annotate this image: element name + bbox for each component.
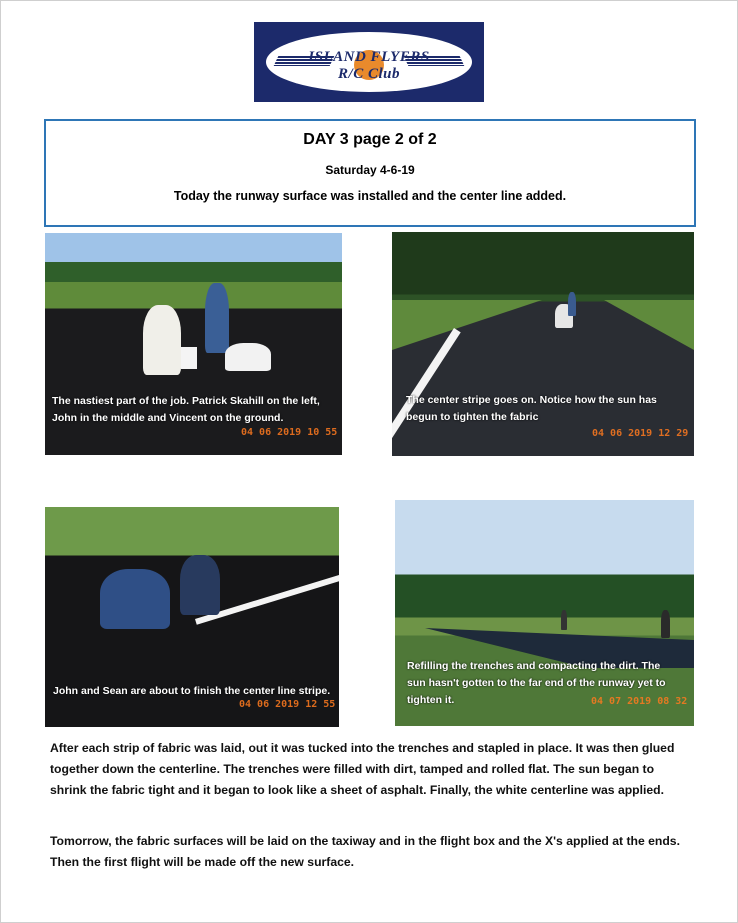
body-paragraph-1: After each strip of fabric was laid, out it was tucked into the trenches and stapled in place. It was then glued together down the centerline. The trenches were filled with dirt, tamped and rolled flat. The sun began to shrink the fabric tight and it began to look like a sheet of asphalt. Finally, the white centerline was applied. [50, 741, 675, 797]
photo1-caption-line2: John in the middle and Vincent on the ground. [52, 412, 284, 424]
person-figure [225, 343, 271, 371]
photo4-caption-line3: tighten it. [407, 694, 455, 706]
header-box [44, 119, 696, 227]
photo3-timestamp: 04 06 2019 12 55 [239, 699, 336, 710]
photo-refilling-trenches [395, 500, 694, 726]
person-figure [568, 292, 576, 316]
grass-left [392, 300, 542, 350]
page-title: DAY 3 page 2 of 2 [303, 131, 437, 148]
summary-line: Today the runway surface was installed and the center line added. [173, 189, 567, 203]
photo-john-sean-stripe [45, 507, 339, 727]
club-logo [254, 22, 484, 102]
person-figure [100, 569, 170, 629]
logo-text-line2: R/C Club [338, 66, 400, 82]
person-figure [205, 283, 229, 353]
photo2-timestamp: 04 06 2019 12 29 [592, 428, 689, 439]
person-figure [143, 305, 181, 375]
photo-patrick-john-vincent [45, 233, 342, 455]
photo-center-stripe [392, 232, 694, 456]
body-paragraph-2: Tomorrow, the fabric surfaces will be laid on the taxiway and in the flight box and the X's applied at the ends. Then the first flight will be made off the new surface. [50, 834, 680, 869]
photo2-caption-line2: begun to tighten the fabric [406, 411, 539, 423]
photo4-caption-line2: sun hasn't gotten to the far end of the runway yet to [407, 677, 666, 689]
photo4-caption-line1: Refilling the trenches and compacting the dirt. The [407, 660, 661, 672]
photo1-timestamp: 04 06 2019 10 55 [241, 427, 338, 438]
grass-right [604, 300, 694, 350]
date-line: Saturday 4-6-19 [325, 163, 415, 177]
photo2-caption-line1: The center stripe goes on. Notice how the sun has [406, 394, 657, 406]
photo4-timestamp: 04 07 2019 08 32 [591, 696, 688, 707]
photo3-caption-line1: John and Sean are about to finish the center line stripe. [53, 685, 331, 697]
logo-text-line1: ISLAND FLYERS [308, 49, 430, 65]
person-figure [180, 555, 220, 615]
photo1-caption-line1: The nastiest part of the job. Patrick Skahill on the left, [52, 395, 320, 407]
person-figure [661, 610, 670, 638]
bucket [181, 347, 197, 369]
person-figure [561, 610, 567, 630]
